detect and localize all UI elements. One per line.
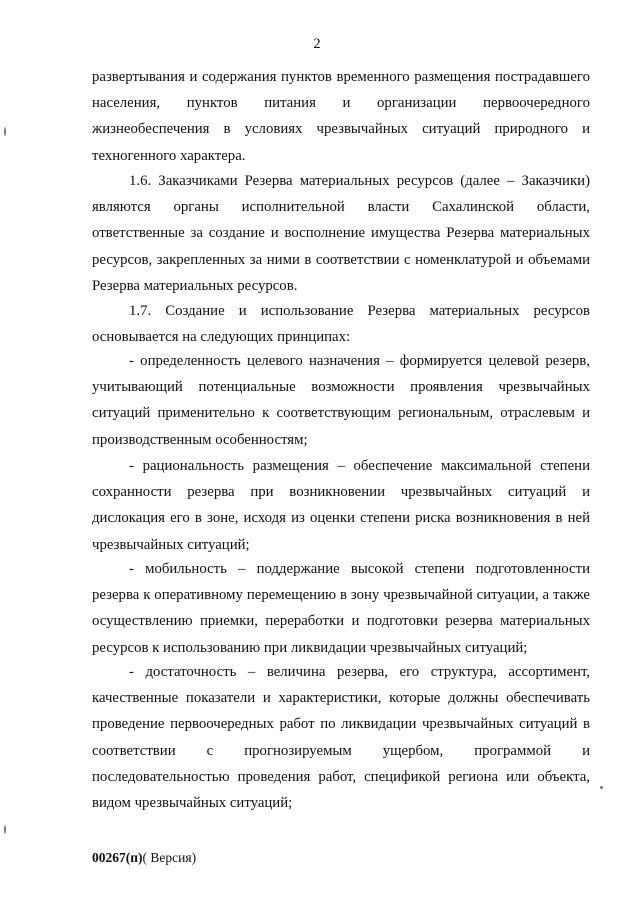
paragraph-continuation: развертывания и содержания пунктов временного размещения пострадавшего населения, пунктов питания и организации первоочередного жизнеобеспечения в условиях чрезвычайных ситуаций природного и техногенного характера. [92, 69, 590, 164]
paragraph-1-6: 1.6. Заказчиками Резерва материальных ресурсов (далее – Заказчики) являются органы исполнительной власти Сахалинской области, ответственные за создание и восполнение имущества Резерва материальных ресурсов, закрепленных за ними в соответствии с номенклатурой и объемами Резерва материальных ресурсов. [92, 173, 590, 294]
paragraph-1-7: 1.7. Создание и использование Резерва материальных ресурсов основывается на следующих принципах: [92, 303, 590, 346]
scan-speck [600, 786, 603, 789]
principle-mobility: - мобильность – поддержание высокой степени подготовленности резерва к оперативному перемещению в зону чрезвычайной ситуации, а также осуществлению приемки, переработки и подготовки резерва материальных ресурсов к использованию при ликвидации чрезвычайных ситуаций; [92, 561, 590, 656]
principle-rational-placement: - рациональность размещения – обеспечение максимальной степени сохранности резерва при возникновении чрезвычайных ситуаций и дислокация его в зоне, исходя из оценки степени риска возникновения в ней чрезвычайных ситуаций; [92, 458, 590, 553]
page-number: 2 [313, 36, 321, 52]
scan-mark [4, 825, 6, 834]
footer-doc-id [92, 850, 196, 866]
scan-mark [4, 127, 6, 136]
document-version: ( Версия) [142, 850, 197, 865]
principle-definiteness: - определенность целевого назначения – формируется целевой резерв, учитывающий потенциальные возможности проявления чрезвычайных ситуаций применительно к соответствующим региональным, отраслевым и производственным особенностям; [92, 353, 590, 448]
document-code: 00267(п) [92, 850, 143, 865]
principle-sufficiency: - достаточность – величина резерва, его структура, ассортимент, качественные показатели и характеристики, которые должны обеспечивать проведение первоочередных работ по ликвидации чрезвычайных ситуаций в соответствии с прогнозируемым ущербом, программой и последовательностью проведения работ, спецификой региона или объекта, видом чрезвычайных ситуаций; [92, 664, 590, 812]
